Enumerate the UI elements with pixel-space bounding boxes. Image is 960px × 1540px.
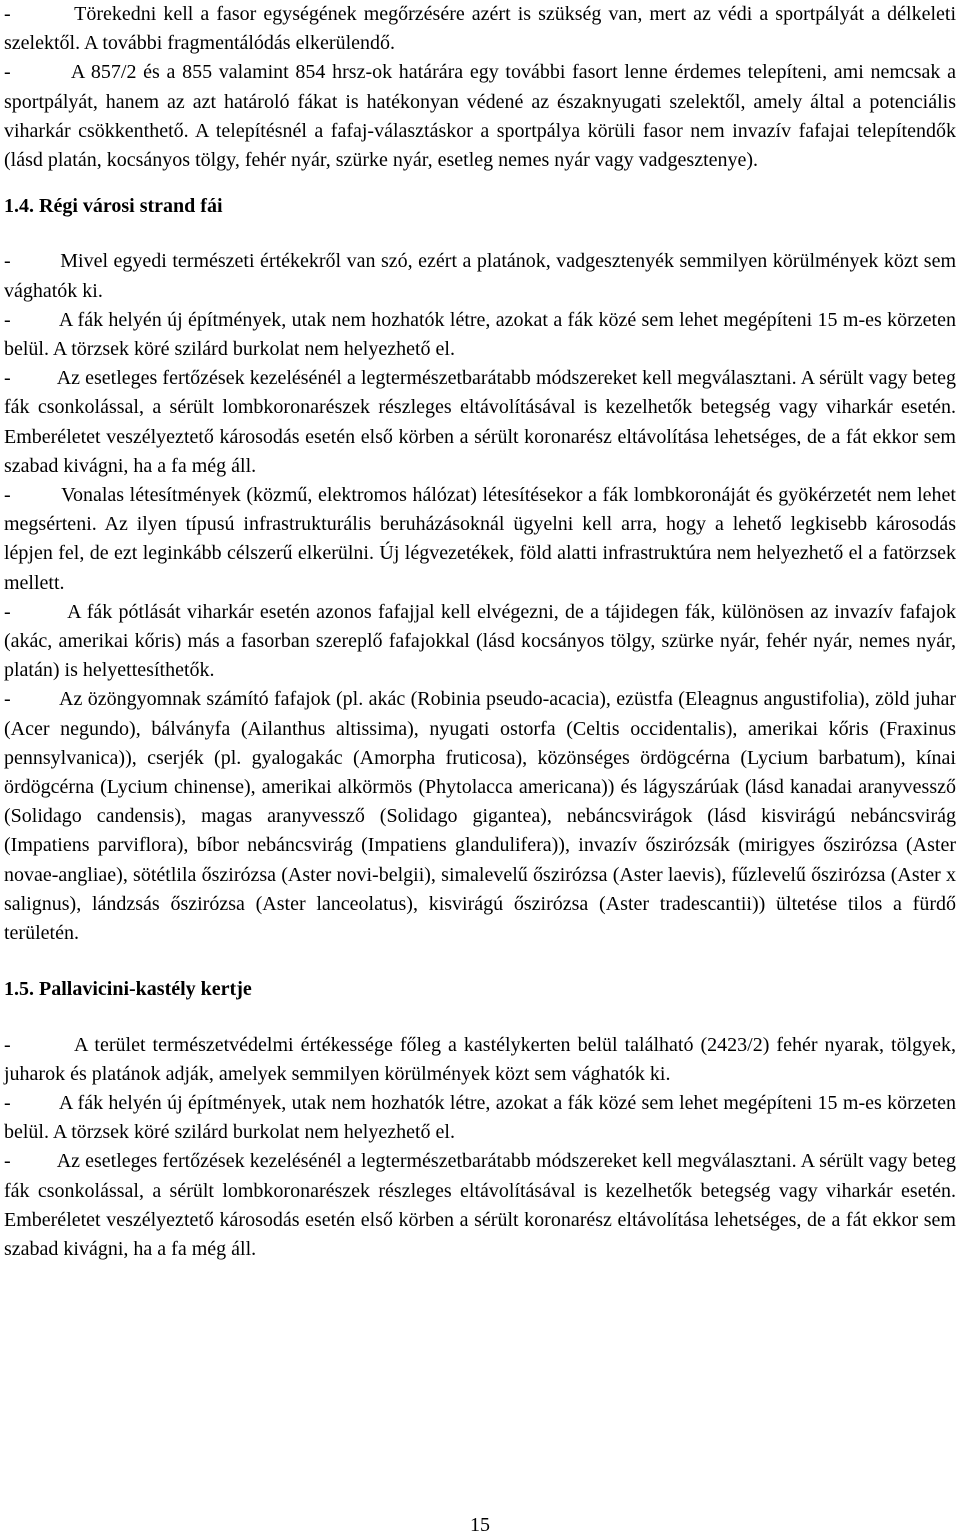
- list-item: - Az özöngyomnak számító fafajok (pl. akác (Robinia pseudo-acacia), ezüstfa (Eleagnus angustifolia), zöld juhar (Acer negundo), bálványfa (Ailanthus altissima), nyugati ostorfa (Celtis occidentalis), amerikai kőris (Fraxinus pennsylvanica)), cserjék (pl. gyalogakác (Amorpha fruticosa), közönséges ördögcérna (Lycium barbatum), kínai ördögcérna (Lycium chinense), amerikai alkörmös (Phytolacca americana)) és lágyszárúak (lásd kanadai aranyvessző (Solidago candensis), magas aranyvessző (Solidago gigantea), nebáncsvirágok (lásd kisvirágú nebáncsvirág (Impatiens parviflora), bíbor nebáncsvirág (Impatiens glandulifera)), invazív őszirózsák (mirigyes őszirózsa (Aster novae-angliae), sötétlila őszirózsa (Aster novi-belgii), simalevelű őszirózsa (Aster laevis), fűzlevelű őszirózsa (Aster x salignus), lándzsás őszirózsa (Aster lanceolatus), kisvirágú őszirózsa (Aster tradescantii)) ültetése tilos a fürdő területén.: [4, 688, 956, 945]
- document-page: [4, 0, 956, 1264]
- section-pallavicini-kastely-kertje: [4, 975, 956, 1264]
- list-item: - A fák helyén új építmények, utak nem hozhatók létre, azokat a fák közé sem lehet megépíteni 15 m-es körzeten belül. A törzsek köré szilárd burkolat nem helyezhető el.: [4, 1091, 956, 1144]
- list-item: - Mivel egyedi természeti értékekről van szó, ezért a platánok, vadgesztenyék semmilyen körülmények közt sem vághatók ki.: [4, 250, 956, 302]
- list-item: - Az esetleges fertőzések kezelésénél a legtermészetbarátabb módszereket kell megválasztani. A sérült vagy beteg fák csonkolással, a sérült lombkoronarészek részleges eltávolításával is kezelhetők betegség vagy viharkár esetén. Emberéletet veszélyeztető károsodás esetén első körben a sérült koronarész eltávolítása lehetséges, de a fát ekkor sem szabad kivágni, ha a fa még áll.: [4, 1150, 956, 1260]
- list-item: - Az esetleges fertőzések kezelésénél a legtermészetbarátabb módszereket kell megválasztani. A sérült vagy beteg fák csonkolással, a sérült lombkoronarészek részleges eltávolításával is kezelhetők betegség vagy viharkár esetén. Emberéletet veszélyeztető károsodás esetén első körben a sérült koronarész eltávolítása lehetséges, de a fát ekkor sem szabad kivágni, ha a fa még áll.: [4, 367, 956, 477]
- list-item: - Vonalas létesítmények (közmű, elektromos hálózat) létesítésekor a fák lombkoronáját és gyökérzetét nem lehet megsérteni. Az ilyen típusú infrastrukturális beruházásoknál ügyelni kell arra, hogy a lehető legkisebb károsodás lépjen fel, de ezt leginkább célszerű elkerülni. Új légvezetékek, föld alatti infrastruktúra nem helyezhető el a fatörzsek mellett.: [4, 484, 956, 594]
- page-number: 15: [470, 1514, 490, 1536]
- section-heading: 1.5. Pallavicini-kastély kertje: [4, 978, 252, 1001]
- section-regi-varosi-strand: [4, 192, 956, 948]
- list-item: - A 857/2 és a 855 valamint 854 hrsz-ok határára egy további fasort lenne érdemes telepíteni, ami nemcsak a sportpályát, hanem az azt határoló fákat is hatékonyan védené az északnyugati szelektől, amely által a potenciális viharkár csökkenthető. A telepítésnél a fafaj-választáskor a sportpálya körüli fasor nem invazív fafajai telepítendők (lásd platán, kocsányos tölgy, fehér nyár, szürke nyár, esetleg nemes nyár vagy vadgesztenye).: [4, 61, 956, 172]
- list-item: - A fák helyén új építmények, utak nem hozhatók létre, azokat a fák közé sem lehet megépíteni 15 m-es körzeten belül. A törzsek köré szilárd burkolat nem helyezhető el.: [4, 308, 956, 361]
- list-item: - A terület természetvédelmi értékessége főleg a kastélykerten belül található (2423/2) fehér nyarak, tölgyek, juharok és platánok adják, amelyek semmilyen körülmények közt sem vághatók ki.: [4, 1033, 956, 1085]
- section-intro: [4, 0, 956, 175]
- list-item: - Törekedni kell a fasor egységének megőrzésére azért is szükség van, mert az védi a sportpályát a délkeleti szelektől. A további fragmentálódás elkerülendő.: [4, 3, 956, 55]
- list-item: - A fák pótlását viharkár esetén azonos fafajjal kell elvégezni, de a tájidegen fák, különösen az invazív fafajok (akác, amerikai kőris) más a fasorban szereplő fafajokkal (lásd kocsányos tölgy, szürke nyár, fehér nyár, nemes nyár, platán) is helyettesíthetők.: [4, 600, 956, 682]
- section-heading: 1.4. Régi városi strand fái: [4, 195, 223, 218]
